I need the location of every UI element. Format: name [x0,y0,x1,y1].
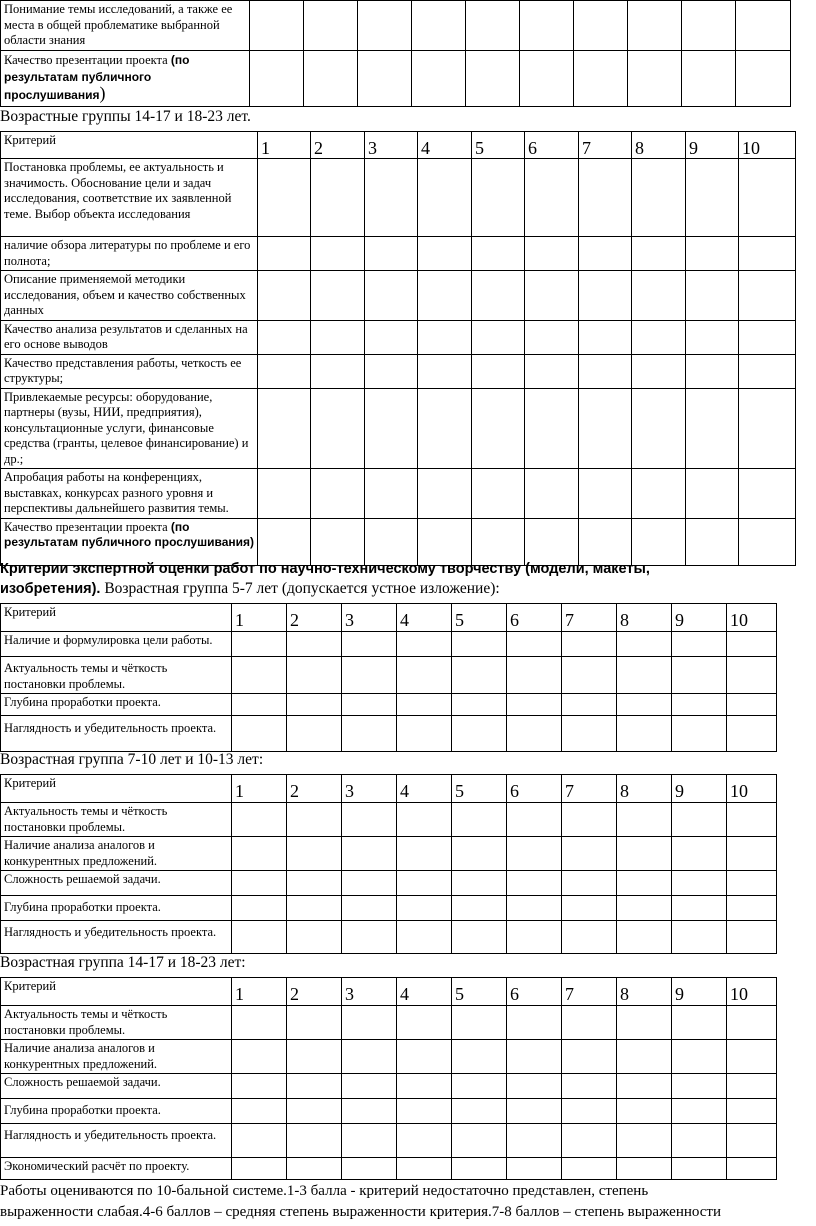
score-header: 6 [507,604,562,632]
score-header: 6 [525,132,579,159]
criteria-table-14-23-technical [0,977,777,1180]
table-row [1,1074,777,1099]
age-group-title: Возрастные группы 14-17 и 18-23 лет. [0,108,251,125]
criterion-cell [1,50,250,106]
criterion-cell: Описание применяемой методики исследования, объем и качество собственных данных [1,271,258,321]
score-header: 10 [727,775,777,803]
criterion-cell: Наглядность и убедительность проекта. [1,1124,232,1158]
criteria-table-continued [0,0,791,107]
criterion-cell: Понимание темы исследований, а также ее места в общей проблематике выбранной области знания [1,1,250,51]
criterion-cell: Постановка проблемы, ее актуальность и значимость. Обоснование цели и задач исследования, соответствие их заявленной теме. Выбор объекта исследования [1,159,258,237]
score-header: 7 [562,775,617,803]
score-header: 3 [342,775,397,803]
score-header: 7 [562,604,617,632]
score-header: 6 [507,775,562,803]
table-row [1,1124,777,1158]
score-header: 10 [727,604,777,632]
score-header: 7 [562,978,617,1006]
criterion-header: Критерий [1,978,232,1006]
score-header: 4 [397,775,452,803]
table-row [1,803,777,837]
criterion-cell: Глубина проработки проекта. [1,896,232,921]
section-heading-line2 [0,578,500,600]
header-row [1,132,796,159]
criterion-cell: Привлекаемые ресурсы: оборудование, партнеры (вузы, НИИ, предприятия), консультационные услуги, финансовые средства (гранты, целевое финансирование) и др.; [1,388,258,469]
table-row [1,837,777,871]
age-group-title: Возрастная группа 7-10 лет и 10-13 лет: [0,751,264,768]
score-header: 8 [617,775,672,803]
criterion-cell: Сложность решаемой задачи. [1,871,232,896]
criteria-table-7-13 [0,774,777,954]
criterion-cell: Качество анализа результатов и сделанных на его основе выводов [1,320,258,354]
section-heading [0,558,650,580]
criterion-cell: наличие обзора литературы по проблеме и его полнота; [1,237,258,271]
criterion-header: Критерий [1,132,258,159]
score-header: 9 [672,978,727,1006]
table-row [1,354,796,388]
score-header: 1 [232,775,287,803]
criterion-cell: Апробация работы на конференциях, выставках, конкурсах разного уровня и перспективы дальнейшего развития темы. [1,469,258,519]
header-row [1,775,777,803]
table-row [1,159,796,237]
score-header: 3 [365,132,418,159]
table-row [1,921,777,954]
section-heading-bold: Критерии экспертной оценки работ по научно-техническому творчеству (модели, макеты, [0,561,650,577]
criterion-cell: Актуальность темы и чёткость постановки проблемы. [1,1006,232,1040]
criterion-cell: Сложность решаемой задачи. [1,1074,232,1099]
score-header: 9 [672,604,727,632]
table-row [1,1040,777,1074]
score-header: 3 [342,604,397,632]
criteria-table-14-23 [0,131,796,566]
score-header: 4 [418,132,472,159]
criterion-header: Критерий [1,775,232,803]
score-header: 7 [579,132,632,159]
criterion-cell: Наглядность и убедительность проекта. [1,921,232,954]
table-row [1,1099,777,1124]
score-header: 1 [232,978,287,1006]
table-row [1,716,777,752]
criteria-table-5-7 [0,603,777,752]
score-header: 4 [397,604,452,632]
criterion-cell: Качество представления работы, четкость ее структуры; [1,354,258,388]
table-row [1,1006,777,1040]
table-row [1,657,777,694]
score-header: 6 [507,978,562,1006]
score-header: 5 [472,132,525,159]
score-header: 2 [287,604,342,632]
criterion-cell: Глубина проработки проекта. [1,694,232,716]
table-row [1,694,777,716]
score-header: 9 [672,775,727,803]
table-row [1,871,777,896]
table-row [1,50,791,106]
criterion-cell: Наличие анализа аналогов и конкурентных предложений. [1,837,232,871]
table-row [1,271,796,321]
score-header: 4 [397,978,452,1006]
table-row [1,1158,777,1180]
score-header: 2 [287,775,342,803]
age-group-title: Возрастная группа 5-7 лет (допускается устное изложение): [100,580,500,597]
criterion-text: Качество презентации проекта [4,519,171,534]
table-row [1,388,796,469]
criterion-cell: Глубина проработки проекта. [1,1099,232,1124]
criterion-cell: Наглядность и убедительность проекта. [1,716,232,752]
score-header: 8 [632,132,686,159]
header-row [1,978,777,1006]
score-header: 5 [452,978,507,1006]
score-header: 3 [342,978,397,1006]
score-header: 1 [232,604,287,632]
criterion-bold-text: (по результатам публичного прослушивания [4,52,190,102]
score-header: 2 [311,132,365,159]
score-header: 5 [452,604,507,632]
footer-text-line2: выраженности слабая.4-6 баллов – средняя степень выраженности критерия.7-8 баллов – степень выраженности [0,1204,721,1220]
header-row [1,604,777,632]
score-header: 10 [739,132,796,159]
table-row [1,632,777,657]
table-row [1,237,796,271]
score-header: 1 [258,132,311,159]
criterion-cell: Наличие и формулировка цели работы. [1,632,232,657]
score-header: 9 [686,132,739,159]
closing-paren: ) [99,82,106,103]
criterion-bold-text: (по результатам публичного прослушивания) [4,519,254,549]
score-header: 5 [452,775,507,803]
score-header: 2 [287,978,342,1006]
table-row [1,320,796,354]
score-header: 8 [617,604,672,632]
age-group-title: Возрастная группа 14-17 и 18-23 лет: [0,954,246,971]
criterion-text: Качество презентации проекта [4,52,171,67]
criterion-cell: Актуальность темы и чёткость постановки проблемы. [1,657,232,694]
score-header: 10 [727,978,777,1006]
criterion-cell: Наличие анализа аналогов и конкурентных предложений. [1,1040,232,1074]
footer-text-line1: Работы оцениваются по 10-бальной системе.1-3 балла - критерий недостаточно представлен, степень [0,1183,649,1199]
table-row [1,469,796,519]
criterion-header: Критерий [1,604,232,632]
score-header: 8 [617,978,672,1006]
table-row [1,896,777,921]
criterion-cell: Актуальность темы и чёткость постановки проблемы. [1,803,232,837]
table-row [1,1,791,51]
criterion-cell: Экономический расчёт по проекту. [1,1158,232,1180]
section-heading-bold-2: изобретения). [0,581,101,597]
